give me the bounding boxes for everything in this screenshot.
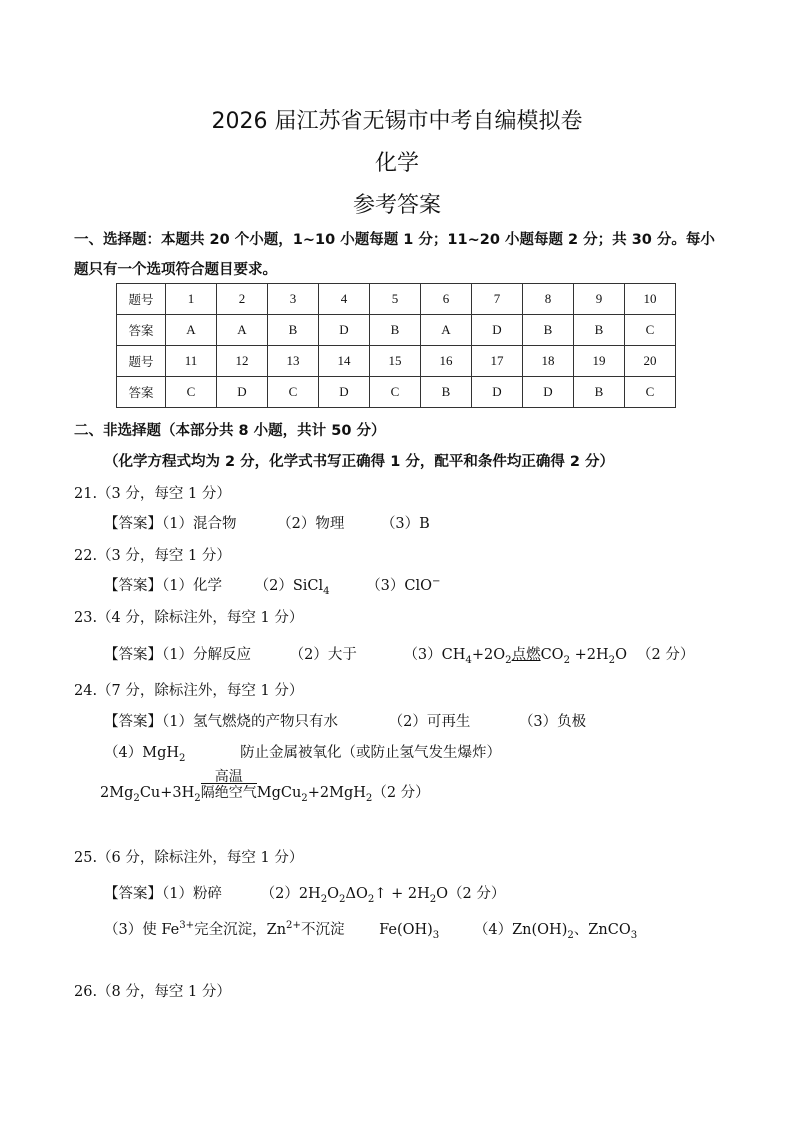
table-row xyxy=(117,346,676,377)
table-cell: 15 xyxy=(370,346,421,377)
table-cell: A xyxy=(421,315,472,346)
q21-a1: （1）混合物 xyxy=(162,516,237,532)
subscript: 4 xyxy=(465,654,472,666)
answer-tag: 【答案】 xyxy=(104,578,162,594)
q24-points: （2 分） xyxy=(372,785,430,801)
subscript: 2 xyxy=(563,654,571,666)
subscript: 2 xyxy=(608,654,616,666)
q25-a1: （1）粉碎 xyxy=(162,886,222,902)
table-cell: 19 xyxy=(574,346,625,377)
q24-answer-row2 xyxy=(104,741,501,764)
q22-a2-sub: 4 xyxy=(323,585,330,597)
table-cell: 9 xyxy=(574,284,625,315)
subscript: 2 xyxy=(505,654,512,666)
table-cell: 4 xyxy=(319,284,370,315)
table-header-cell: 题号 xyxy=(117,346,166,377)
table-cell: D xyxy=(523,377,574,408)
subscript: 2 xyxy=(320,893,328,905)
formula-part: 、ZnCO xyxy=(573,922,631,938)
table-header-cell: 题号 xyxy=(117,284,166,315)
table-cell: D xyxy=(217,377,268,408)
reaction-condition: 点燃 xyxy=(511,647,541,663)
q25-answer-row1 xyxy=(104,882,505,905)
table-cell: D xyxy=(472,315,523,346)
q23-points: （2 分） xyxy=(637,647,695,663)
subscript: 2 xyxy=(179,752,186,764)
table-cell: B xyxy=(523,315,574,346)
subscript: 2 xyxy=(429,893,437,905)
q22-a2: （2）SiCl xyxy=(254,578,324,594)
q26-header: 26.（8 分，每空 1 分） xyxy=(74,984,231,1000)
table-cell: A xyxy=(217,315,268,346)
table-cell: D xyxy=(319,315,370,346)
formula-part: +2MgH xyxy=(307,785,366,801)
q25-a2: （2）2H xyxy=(260,886,321,902)
table-cell: 7 xyxy=(472,284,523,315)
q24-a4-b: 防止金属被氧化（或防止氢气发生爆炸） xyxy=(240,745,502,761)
table-cell: C xyxy=(166,377,217,408)
q23-header: 23.（4 分，除标注外，每空 1 分） xyxy=(74,610,304,626)
table-cell: C xyxy=(370,377,421,408)
q24-a2: （2）可再生 xyxy=(388,714,471,730)
formula-part: 2Mg xyxy=(100,785,134,801)
formula-part: ↑ + 2H xyxy=(374,886,430,902)
q21-a2: （2）物理 xyxy=(277,516,345,532)
reaction-condition xyxy=(200,769,257,802)
table-cell: 3 xyxy=(268,284,319,315)
q25-a3-b: Fe(OH) xyxy=(379,922,433,938)
table-cell: B xyxy=(574,315,625,346)
subscript: 3 xyxy=(630,929,638,941)
q24-a4: （4）MgH xyxy=(104,745,179,761)
q23-a2: （2）大于 xyxy=(289,647,357,663)
superscript: 2+ xyxy=(286,920,301,932)
table-row xyxy=(117,377,676,408)
formula-part: +2H xyxy=(570,647,609,663)
table-cell: 1 xyxy=(166,284,217,315)
condition-under: 隔绝空气 xyxy=(200,785,257,801)
formula-part: Cu+3H xyxy=(139,785,195,801)
document-title: 2026 届江苏省无锡市中考自编模拟卷 xyxy=(211,109,583,134)
table-cell: 17 xyxy=(472,346,523,377)
subscript: 2 xyxy=(301,792,308,804)
formula-part: 不沉淀 xyxy=(300,922,345,938)
q23-answer xyxy=(104,643,694,666)
table-cell: C xyxy=(268,377,319,408)
q24-a1: （1）氢气燃烧的产物只有水 xyxy=(162,714,338,730)
table-cell: C xyxy=(625,315,676,346)
formula-part: +2O xyxy=(471,647,506,663)
section1-line2: 题只有一个选项符合题目要求。 xyxy=(74,262,277,278)
q24-header: 24.（7 分，除标注外，每空 1 分） xyxy=(74,683,304,699)
q21-a3: （3）B xyxy=(380,516,430,532)
formula-part: CO xyxy=(540,647,564,663)
subscript: 2 xyxy=(367,893,375,905)
table-cell: 10 xyxy=(625,284,676,315)
table-cell: 2 xyxy=(217,284,268,315)
table-row xyxy=(117,315,676,346)
table-header-cell: 答案 xyxy=(117,377,166,408)
answer-table xyxy=(116,283,676,408)
q25-a4: （4）Zn(OH) xyxy=(473,922,568,938)
section1-line1: 一、选择题：本题共 20 个小题，1~10 小题每题 1 分；11~20 小题每题 2 分；共 30 分。每小 xyxy=(74,232,715,248)
formula-part: O xyxy=(615,647,627,663)
q22-a1: （1）化学 xyxy=(162,578,222,594)
subscript: 3 xyxy=(432,929,440,941)
subtitle: 参考答案 xyxy=(352,193,441,218)
q23-a3-pre: （3）CH xyxy=(403,647,466,663)
table-header-cell: 答案 xyxy=(117,315,166,346)
q23-a1: （1）分解反应 xyxy=(162,647,251,663)
formula-part: MgCu xyxy=(256,785,302,801)
q21-answer xyxy=(104,512,430,533)
table-cell: C xyxy=(625,377,676,408)
table-cell: B xyxy=(370,315,421,346)
table-cell: 5 xyxy=(370,284,421,315)
heat-symbol: Δ xyxy=(345,886,356,902)
table-cell: 6 xyxy=(421,284,472,315)
q22-header: 22.（3 分，每空 1 分） xyxy=(74,548,231,564)
answer-tag: 【答案】 xyxy=(104,516,162,532)
subscript: 2 xyxy=(365,792,373,804)
formula-part: O xyxy=(327,886,340,902)
subscript: 2 xyxy=(339,893,346,905)
table-cell: D xyxy=(319,377,370,408)
formula-part: O（2 分） xyxy=(436,886,506,902)
table-cell: B xyxy=(421,377,472,408)
table-cell: 16 xyxy=(421,346,472,377)
q24-answer-row1 xyxy=(104,710,586,731)
table-row xyxy=(117,284,676,315)
q25-header: 25.（6 分，除标注外，每空 1 分） xyxy=(74,850,304,866)
superscript: 3+ xyxy=(179,920,195,932)
table-cell: 20 xyxy=(625,346,676,377)
table-cell: 18 xyxy=(523,346,574,377)
table-cell: 13 xyxy=(268,346,319,377)
q22-answer xyxy=(104,574,441,597)
table-cell: 11 xyxy=(166,346,217,377)
answer-tag: 【答案】 xyxy=(104,714,162,730)
answer-tag: 【答案】 xyxy=(104,647,162,663)
formula-part: 完全沉淀，Zn xyxy=(194,922,287,938)
section2-note: （化学方程式均为 2 分，化学式书写正确得 1 分，配平和条件均正确得 2 分） xyxy=(104,454,615,470)
subscript: 2 xyxy=(194,792,201,804)
subscript: 2 xyxy=(133,792,140,804)
formula-part: O xyxy=(355,886,368,902)
table-cell: B xyxy=(268,315,319,346)
table-cell: 14 xyxy=(319,346,370,377)
table-cell: 12 xyxy=(217,346,268,377)
q25-answer-row2 xyxy=(104,918,637,941)
q24-equation xyxy=(100,769,430,804)
table-cell: 8 xyxy=(523,284,574,315)
q22-a3-sup: − xyxy=(432,576,441,588)
q22-a3: （3）ClO xyxy=(366,578,433,594)
subject-title: 化学 xyxy=(374,151,419,176)
table-cell: D xyxy=(472,377,523,408)
condition-over: 高温 xyxy=(214,769,243,785)
table-cell: A xyxy=(166,315,217,346)
q25-a3: （3）使 Fe xyxy=(104,922,180,938)
q24-a3: （3）负极 xyxy=(518,714,587,730)
q21-header: 21.（3 分，每空 1 分） xyxy=(74,486,231,502)
table-cell: B xyxy=(574,377,625,408)
answer-tag: 【答案】 xyxy=(104,886,162,902)
section2-heading: 二、非选择题（本部分共 8 小题，共计 50 分） xyxy=(74,423,386,439)
subscript: 2 xyxy=(567,929,574,941)
